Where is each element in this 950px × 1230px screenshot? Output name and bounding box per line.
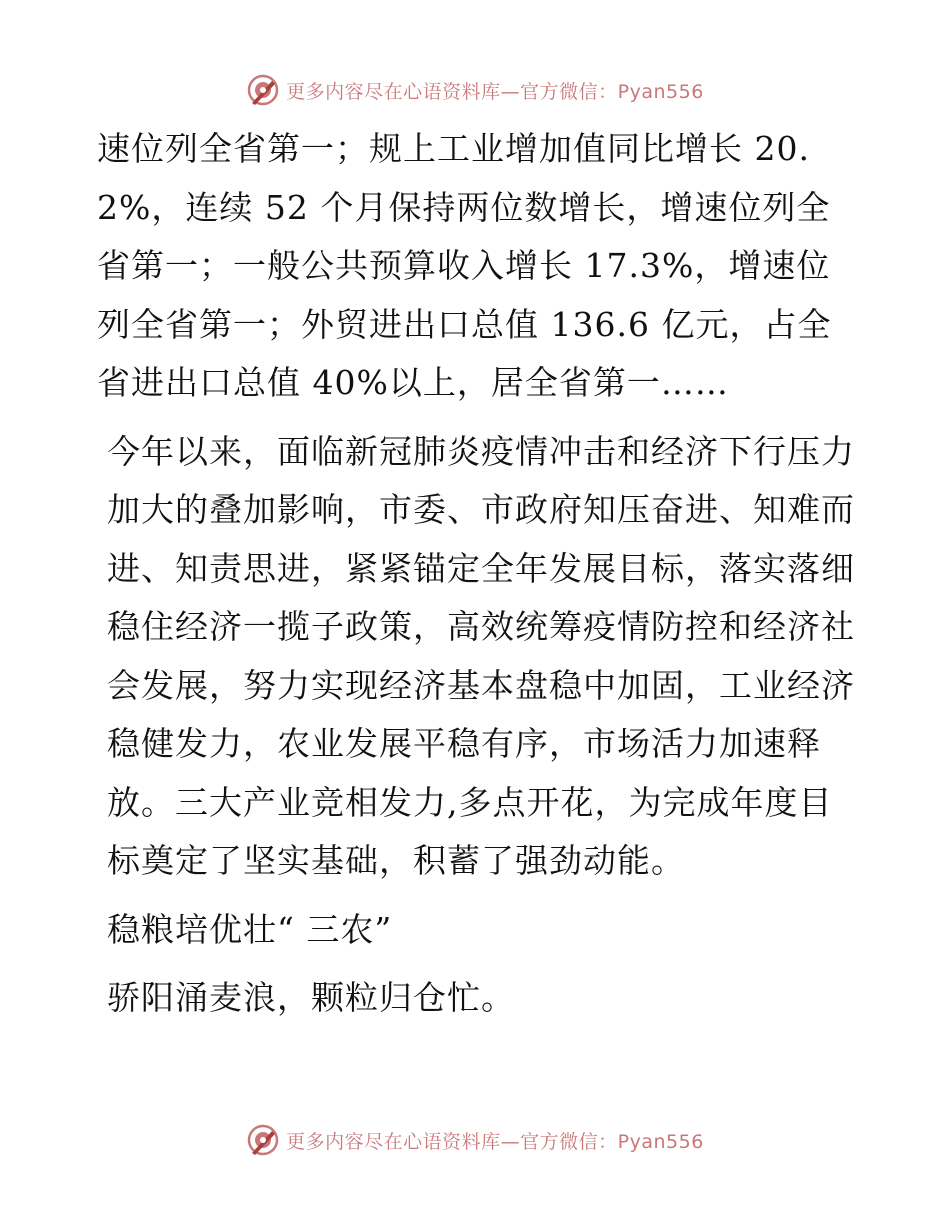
footer-watermark-text: 更多内容尽在心语资料库—官方微信：Pyan556 <box>286 1130 704 1153</box>
header-watermark <box>0 70 950 110</box>
footer-watermark <box>0 1120 950 1160</box>
paragraph-3: 骄阳涌麦浪，颗粒归仓忙。 <box>107 978 515 1017</box>
header-watermark-text: 更多内容尽在心语资料库—官方微信：Pyan556 <box>286 80 704 103</box>
document-body <box>97 120 857 1038</box>
pen-logo-icon <box>246 73 280 107</box>
pen-logo-icon <box>246 1123 280 1157</box>
section-heading: 稳粮培优壮“ 三农” <box>107 909 393 949</box>
paragraph-2: 今年以来，面临新冠肺炎疫情冲击和经济下行压力加大的叠加影响，市委、市政府知压奋进、知难而进、知责思进，紧紧锚定全年发展目标，落实落细稳住经济一揽子政策，高效统筹疫情防控和经济社会发展，努力实现经济基本盘稳中加固，工业经济稳健发力，农业发展平稳有序，市场活力加速释放。三大产业竞相发力,多点开花，为完成年度目标奠定了坚实基础，积蓄了强劲动能。 <box>107 431 855 880</box>
footer-watermark-inner <box>246 1123 704 1157</box>
header-watermark-inner <box>246 73 704 107</box>
paragraph-1: 速位列全省第一；规上工业增加值同比增长 20.2%，连续 52 个月保持两位数增长，增速位列全省第一；一般公共预算收入增长 17.3%，增速位列全省第一；外贸进出口总值 136.6 亿元，占全省进出口总值 40%以上，居全省第一…… <box>97 129 832 402</box>
